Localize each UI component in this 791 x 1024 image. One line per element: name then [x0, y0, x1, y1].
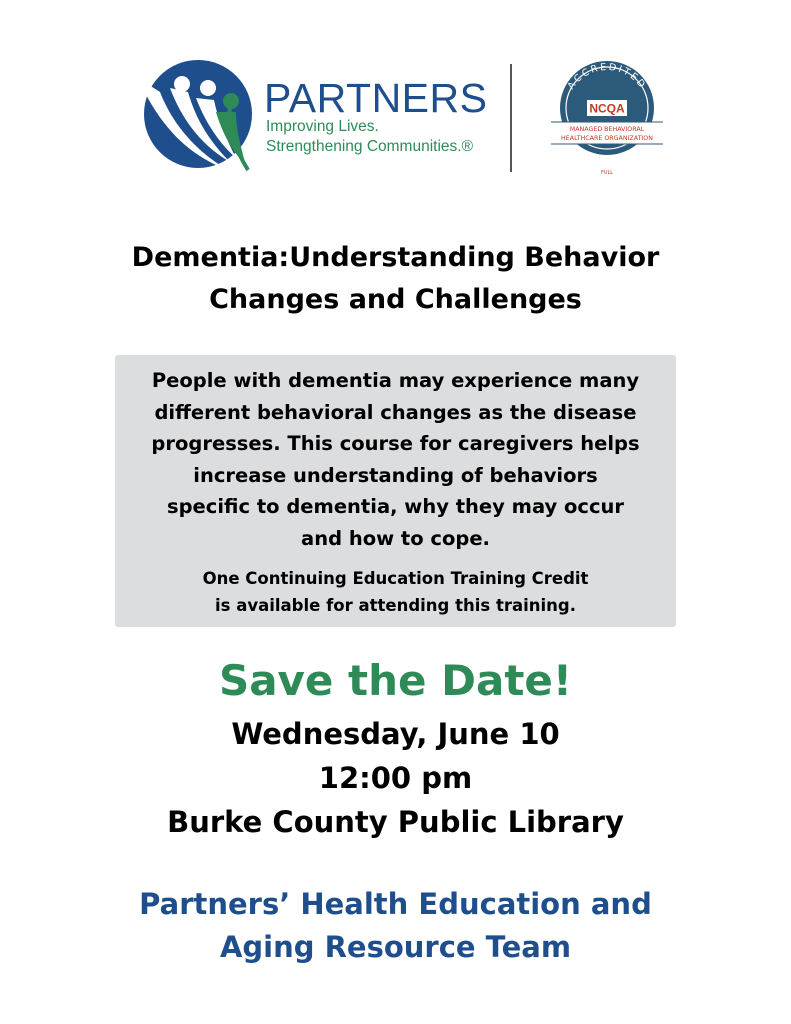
event-date: Wednesday, June 10 [231, 717, 560, 751]
header [0, 0, 791, 200]
description-line: increase understanding of behaviors [193, 463, 598, 487]
save-the-date-heading: Save the Date! [218, 656, 573, 705]
description-line: progresses. This course for caregivers helps [151, 432, 640, 455]
page-title [0, 237, 791, 321]
ncqa-accreditation-seal-icon [551, 60, 663, 178]
event-location: Burke County Public Library [167, 805, 624, 839]
credit-line: is available for attending this training. [214, 596, 576, 615]
seal-line-1: MANAGED BEHAVIORAL [569, 126, 645, 133]
partners-logo-mark-icon [130, 58, 260, 178]
organizer-team [0, 883, 791, 969]
credit-line: One Continuing Education Training Credit [202, 569, 589, 588]
header-divider [510, 64, 512, 172]
team-line-1: Partners’ Health Education and [139, 887, 652, 921]
event-time: 12:00 pm [318, 761, 473, 795]
title-line-2: Changes and Challenges [209, 284, 582, 315]
course-info-box [115, 355, 676, 627]
description-line: People with dementia may experience many [151, 369, 640, 392]
tagline-line-1: Improving Lives. [266, 118, 379, 135]
seal-center-text: NCQA [589, 101, 625, 116]
description-line: different behavioral changes as the disease [154, 400, 637, 424]
seal-arc-text: ACCREDITED [565, 61, 649, 92]
course-description [115, 365, 676, 554]
seal-line-2: HEALTHCARE ORGANIZATION [561, 135, 653, 142]
description-line: specific to dementia, why they may occur [166, 495, 625, 518]
seal-level: FULL [600, 170, 614, 176]
tagline-line-2: Strengthening Communities.® [266, 138, 473, 155]
brand-name: PARTNERS [264, 75, 488, 121]
training-credit-note [115, 565, 676, 619]
description-line: and how to cope. [301, 526, 490, 550]
team-line-2: Aging Resource Team [219, 930, 572, 964]
title-line-1: Dementia:Understanding Behavior [131, 242, 660, 273]
event-details [0, 712, 791, 844]
